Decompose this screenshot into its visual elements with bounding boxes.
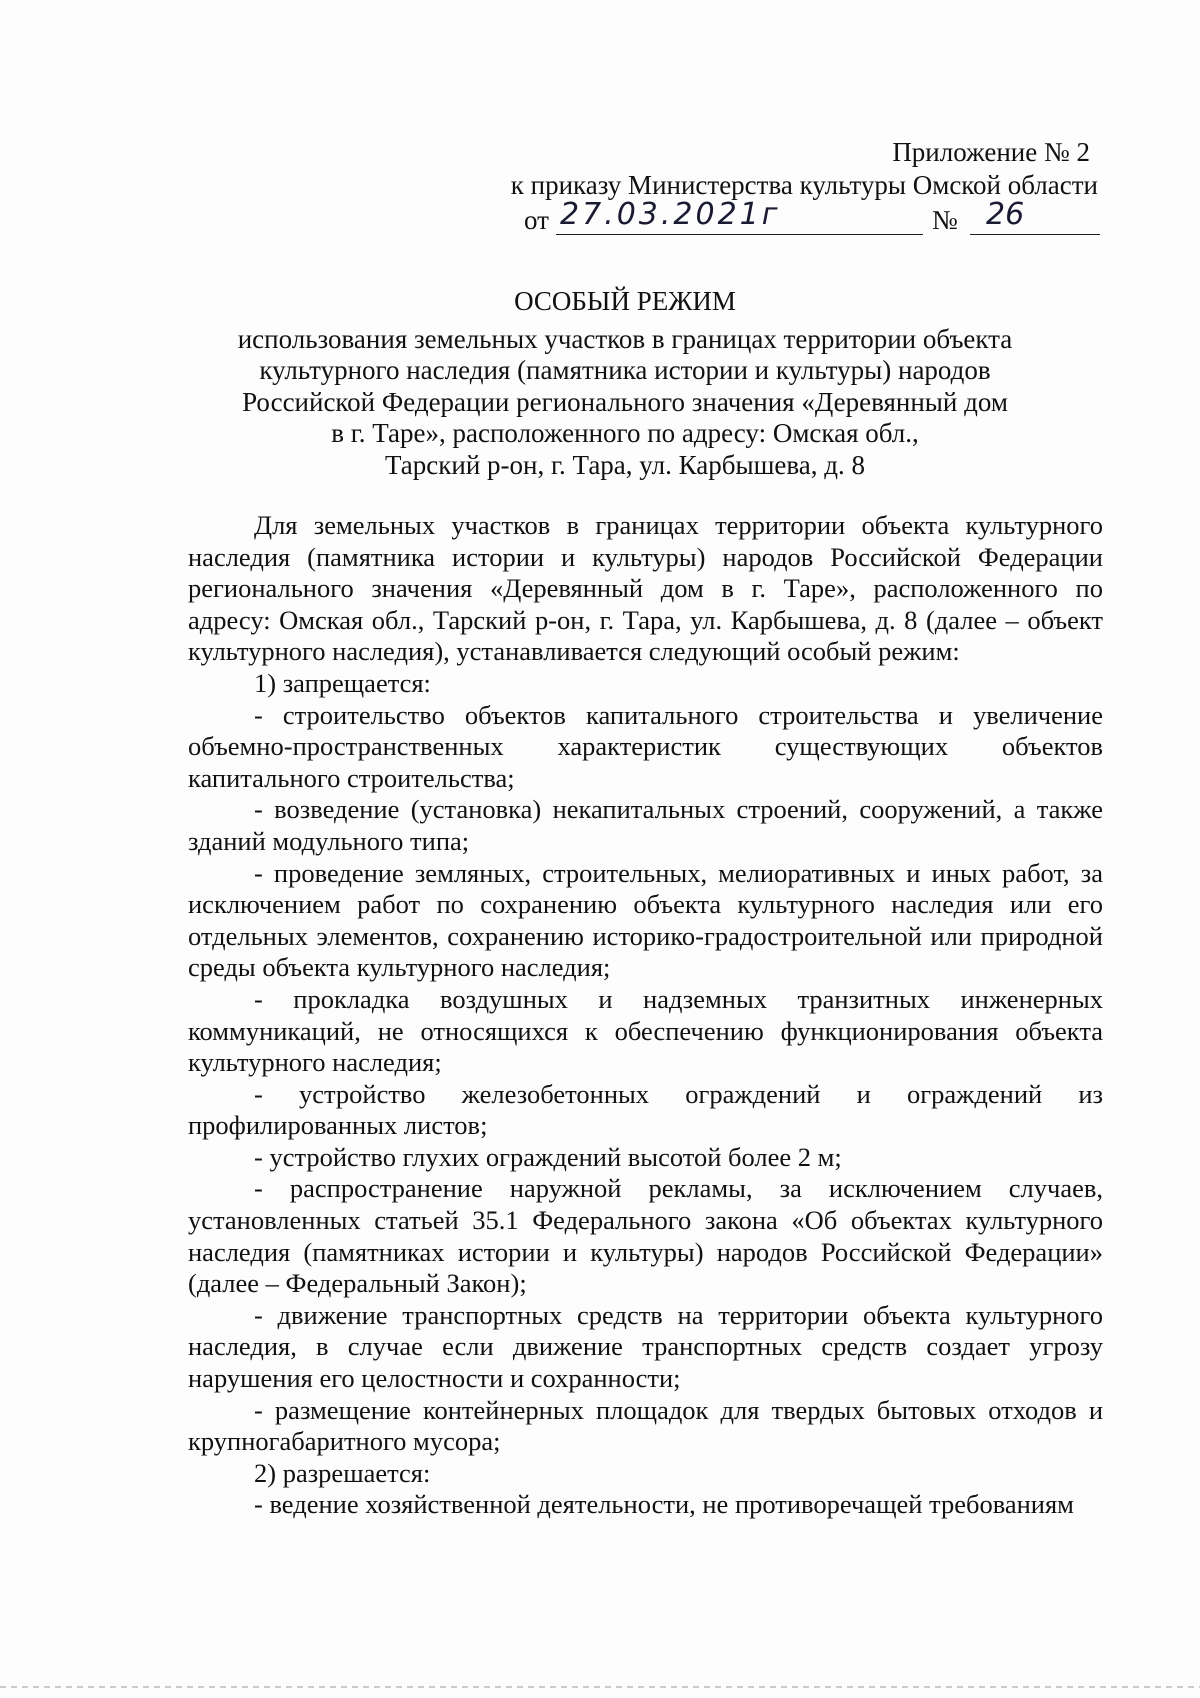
intro-paragraph: Для земельных участков в границах территории объекта культурного наследия (памятника истории и культуры) народов Российской Федерации регионального значения «Деревянный дом в г. Таре», расположенного по адресу: Омская обл., Тарский р-он, г. Тара, ул. Карбышева, д. 8 (далее – объект культурного наследия), устанавливается следующий особый режим: (188, 510, 1103, 667)
list-item: - движение транспортных средств на территории объекта культурного наследия, в случае если движение транспортных средств создает угрозу нарушения его целостности и сохранности; (188, 1299, 1103, 1394)
date-label: от (524, 205, 549, 235)
list-item: - проведение земляных, строительных, мелиоративных и иных работ, за исключением работ по сохранению объекта культурного наследия или его отдельных элементов, сохранению историко-градостроительной или природной среды объекта культурного наследия; (188, 857, 1103, 983)
list-item: - прокладка воздушных и надземных транзитных инженерных коммуникаций, не относящихся к обеспечению функционирования объекта культурного наследия; (188, 983, 1103, 1078)
list-item: - возведение (установка) некапитальных строений, сооружений, а также зданий модульного типа; (188, 794, 1103, 856)
number-field (970, 197, 1100, 235)
title-line: Тарский р-он, г. Тара, ул. Карбышева, д. 8 (384, 449, 865, 480)
handwritten-number: 26 (986, 197, 1025, 232)
title-line: Российской Федерации регионального значения «Деревянный дом (242, 386, 1008, 417)
handwritten-date: 27.03.2021г (560, 197, 781, 232)
appendix-header (500, 136, 1100, 238)
list-item: - устройство железобетонных ограждений и ограждений из профилированных листов; (188, 1078, 1103, 1141)
order-reference: к приказу Министерства культуры Омской области (510, 170, 1098, 200)
document-title (200, 286, 1050, 481)
list-item: - устройство глухих ограждений высотой более 2 м; (254, 1141, 842, 1172)
order-date-number-line (500, 197, 1100, 238)
number-label: № (932, 205, 958, 235)
list-item: - распространение наружной рекламы, за исключением случаев, установленных статьей 35.1 Федерального закона «Об объектах культурного наследия (памятниках истории и культуры) народов Российской Федерации» (далее – Федеральный Закон); (188, 1173, 1103, 1299)
date-field (556, 197, 923, 235)
section-heading-prohibited: 1) запрещается: (254, 667, 431, 698)
appendix-number: Приложение № 2 (892, 137, 1090, 167)
title-line: использования земельных участков в границах территории объекта (237, 323, 1013, 354)
list-item: - строительство объектов капитального строительства и увеличение объемно-пространственных характеристик существующих объектов капитального строительства; (188, 699, 1103, 793)
title-line: в г. Таре», расположенного по адресу: Омская обл., (331, 418, 919, 448)
list-item: - размещение контейнерных площадок для твердых бытовых отходов и крупногабаритного мусора; (188, 1394, 1103, 1457)
list-item: - ведение хозяйственной деятельности, не противоречащей требованиям (254, 1489, 1074, 1520)
document-body (188, 510, 1103, 1521)
title-line: культурного наследия (памятника истории и культуры) народов (259, 355, 991, 385)
title-main: ОСОБЫЙ РЕЖИМ (514, 286, 736, 316)
section-heading-allowed: 2) разрешается: (254, 1457, 431, 1488)
scan-edge-artifact (0, 1686, 1200, 1688)
